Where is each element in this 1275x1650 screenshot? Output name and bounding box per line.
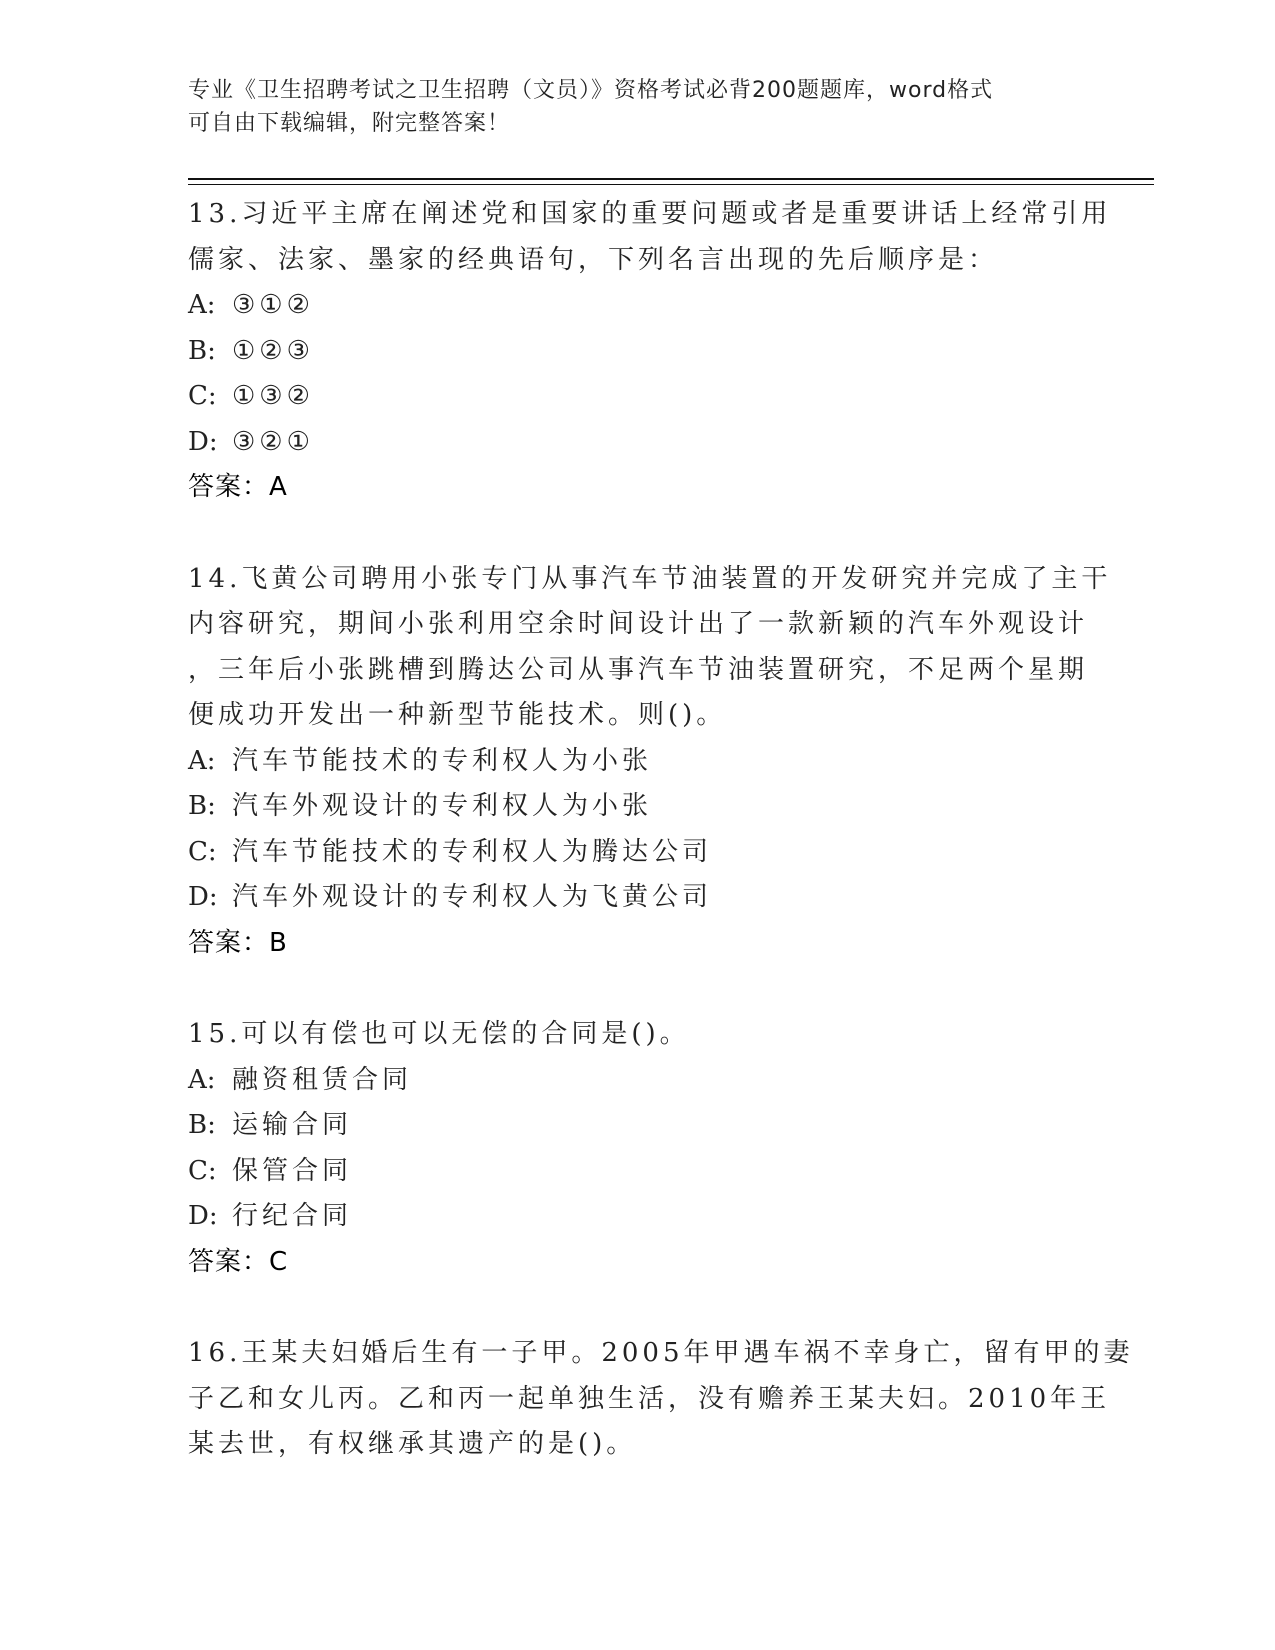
option-c [188,374,1088,420]
stem-line: 13.习近平主席在阐述党和国家的重要问题或者是重要讲话上经常引用 [188,199,1112,229]
option-text: ①③② [232,381,314,411]
option-key: C: [188,836,217,867]
question-stem [188,1012,1088,1058]
option-d [188,1194,1088,1240]
option-text: ①②③ [232,335,314,366]
option-key: A: [188,745,216,776]
question-15 [188,1012,1088,1285]
option-key: B: [188,335,216,366]
question-14 [188,557,1112,967]
option-key: B: [188,791,216,821]
option-key: B: [188,1110,216,1140]
stem-line: 15.可以有偿也可以无偿的合同是()。 [188,1019,690,1049]
stem-line: 某去世，有权继承其遗产的是()。 [188,1429,637,1459]
option-key: A: [188,290,216,320]
question-13 [188,192,1112,511]
stem-line: 14.飞黄公司聘用小张专门从事汽车节油装置的开发研究并完成了主干 [188,563,1112,594]
option-c [188,1149,1088,1195]
question-list [188,192,1134,1468]
option-d [188,420,1088,466]
option-key: C: [188,1155,217,1186]
stem-line: 子乙和女儿丙。乙和丙一起单独生活，没有赡养王某夫妇。2010年王 [188,1383,1111,1414]
option-text: ③①② [232,290,314,320]
document-header [188,74,1088,140]
option-text: ③②① [232,426,314,457]
option-key: A: [188,1064,216,1095]
question-spacer [188,966,1088,1012]
stem-line: ，三年后小张跳槽到腾达公司从事汽车节油装置研究，不足两个星期 [188,654,1089,685]
option-a [188,1058,1088,1104]
question-stem [188,192,1112,283]
stem-line: 内容研究，期间小张利用空余时间设计出了一款新颖的汽车外观设计 [188,609,1089,639]
header-line-2: 可自由下载编辑，附完整答案！ [188,111,511,136]
option-text: 运输合同 [232,1110,353,1140]
question-spacer [188,1285,1088,1331]
option-a [188,283,1088,329]
answer-line: 答案：C [188,1246,289,1277]
option-d [188,875,1088,921]
stem-line: 便成功开发出一种新型节能技术。则()。 [188,700,727,730]
stem-line: 儒家、法家、墨家的经典语句，下列名言出现的先后顺序是： [188,244,999,275]
option-text: 汽车节能技术的专利权人为腾达公司 [232,836,713,867]
option-b [188,1103,1088,1149]
header-rule-thick [188,178,1154,180]
option-text: 汽车外观设计的专利权人为小张 [232,791,653,821]
option-text: 汽车节能技术的专利权人为小张 [232,745,653,776]
option-key: D: [188,1201,218,1231]
header-line-1: 专业《卫生招聘考试之卫生招聘（文员）》资格考试必背200题题库，word格式 [188,78,994,103]
option-b [188,784,1088,830]
question-stem [188,557,1112,739]
answer-line: 答案：A [188,472,288,502]
header-rule-thin [188,184,1154,185]
option-a [188,739,1088,785]
answer-line: 答案：B [188,927,288,958]
option-key: D: [188,426,218,457]
option-text: 保管合同 [232,1155,353,1186]
option-b [188,329,1088,375]
stem-line: 16.王某夫妇婚后生有一子甲。2005年甲遇车祸不幸身亡，留有甲的妻 [188,1338,1134,1368]
option-key: C: [188,381,217,411]
option-text: 融资租赁合同 [232,1064,413,1095]
option-key: D: [188,882,218,912]
question-16 [188,1331,1134,1468]
question-spacer [188,511,1088,557]
option-text: 行纪合同 [232,1201,353,1231]
question-stem [188,1331,1134,1468]
option-text: 汽车外观设计的专利权人为飞黄公司 [232,882,713,912]
option-c [188,830,1088,876]
